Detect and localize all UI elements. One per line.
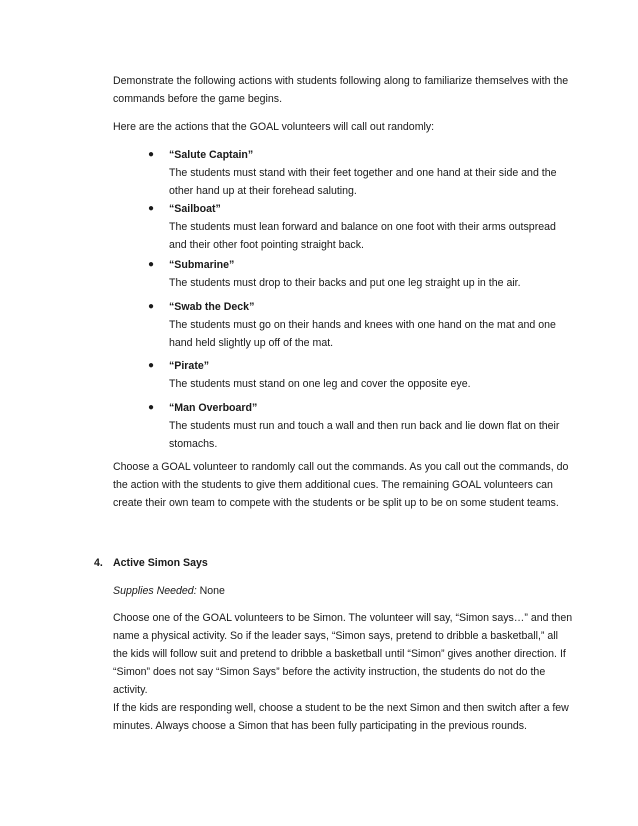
simon-rotation-paragraph: If the kids are responding well, choose a student to be the next Simon and then switch after a few minutes. Always choose a Simon that has been fully participating in the previous rounds.	[113, 702, 569, 732]
section-number: 4.	[94, 557, 103, 569]
action-description: The students must stand with their feet together and one hand at their side and the other hand up at their forehead saluting.	[169, 167, 557, 197]
supplies-value: None	[199, 585, 225, 597]
action-title: “Submarine”	[169, 259, 235, 271]
intro-actions-paragraph: Here are the actions that the GOAL volunteers will call out randomly:	[113, 121, 435, 133]
bullet-icon: ●	[148, 360, 155, 371]
action-description: The students must go on their hands and knees with one hand on the mat and one hand held slightly up off of the mat.	[169, 319, 556, 349]
bullet-icon: ●	[148, 259, 155, 270]
simon-instructions-paragraph: Choose one of the GOAL volunteers to be Simon. The volunteer will say, “Simon says…” and then name a physical activity. So if the leader says, “Simon says, pretend to dribble a basketball,” all the kids will follow suit and pretend to dribble a basketball until “Simon” gives another direction. If “Simon” does not say “Simon Says” before the activity instruction, the students do not do the activity.	[113, 612, 573, 696]
intro-paragraph: Demonstrate the following actions with students following along to familiarize themselves with the commands before the game begins.	[113, 75, 569, 105]
action-description: The students must run and touch a wall and then run back and lie down flat on their stomachs.	[169, 420, 560, 450]
action-title: “Swab the Deck”	[169, 301, 255, 313]
bullet-icon: ●	[148, 402, 155, 413]
bullet-icon: ●	[148, 149, 155, 160]
bullet-icon: ●	[148, 203, 155, 214]
section-title: Active Simon Says	[113, 557, 208, 569]
action-description: The students must lean forward and balance on one foot with their arms outspread and their other foot pointing straight back.	[169, 221, 556, 251]
outro-paragraph: Choose a GOAL volunteer to randomly call out the commands. As you call out the commands, do the action with the students to give them additional cues. The remaining GOAL volunteers can create their own team to compete with the students or be split up to be on some student teams.	[113, 461, 569, 509]
action-title: “Salute Captain”	[169, 149, 254, 161]
supplies-label: Supplies Needed:	[113, 585, 197, 597]
section-heading	[94, 554, 394, 572]
action-title: “Pirate”	[169, 360, 210, 372]
bullet-icon: ●	[148, 301, 155, 312]
action-description: The students must stand on one leg and cover the opposite eye.	[169, 378, 471, 390]
action-description: The students must drop to their backs and put one leg straight up in the air.	[169, 277, 521, 289]
action-title: “Man Overboard”	[169, 402, 258, 414]
action-title: “Sailboat”	[169, 203, 221, 215]
supplies-line	[113, 582, 225, 600]
